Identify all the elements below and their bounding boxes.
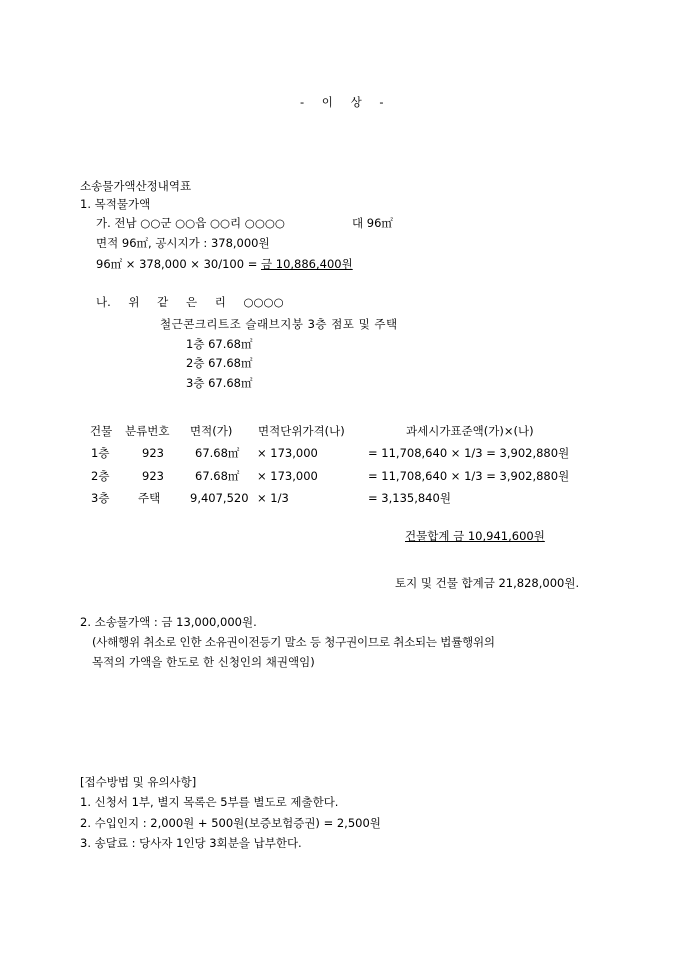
table-cell: = 3,135,840원 [368,491,451,505]
land-calc-formula: 96㎡ × 378,000 × 30/100 = [96,257,261,271]
table-cell: = 11,708,640 × 1/3 = 3,902,880원 [368,446,570,460]
notes-title: [접수방법 및 유의사항] [80,775,197,789]
table-header-cell: 건물 [90,424,113,438]
land-calc-result: 금 10,886,400원 [261,257,353,271]
table-cell: 1층 [91,446,110,460]
grand-total: 토지 및 건물 합계금 21,828,000원. [395,576,580,590]
table-header-cell: 면적단위가격(나) [258,424,345,438]
table-cell: × 1/3 [257,491,289,505]
floor-area-3: 3층 67.68㎡ [186,376,253,390]
table-header-cell: 면적(가) [190,424,233,438]
land-address: 가. 전남 ○○군 ○○읍 ○○리 ○○○○ [96,216,285,230]
table-header-cell: 분류번호 [125,424,170,438]
building-total: 건물합계 금 10,941,600원 [405,529,545,543]
table-cell: 67.68㎡ [195,446,240,460]
land-area-price: 면적 96㎡, 공시지가 : 378,000원 [96,236,270,250]
table-cell: = 11,708,640 × 1/3 = 3,902,880원 [368,469,570,483]
table-cell: 67.68㎡ [195,469,240,483]
section2-note-line1: (사해행위 취소로 인한 소유권이전등기 말소 등 청구권이므로 취소되는 법률행위의 [92,635,495,649]
notes-item: 3. 송달료 : 당사자 1인당 3회분을 납부한다. [80,836,302,850]
document-title: 소송물가액산정내역표 [80,179,192,193]
table-cell: 3층 [91,491,110,505]
building-structure: 철근콘크리트조 슬래브지붕 3층 점포 및 주택 [160,317,398,331]
floor-area-2: 2층 67.68㎡ [186,356,253,370]
table-cell: × 173,000 [257,446,318,460]
section2-label: 2. 소송물가액 : 금 13,000,000원. [80,615,257,629]
page-heading: - 이 상 - [300,95,384,109]
section1-label: 1. 목적물가액 [80,197,151,211]
land-area: 대 96㎡ [352,216,393,230]
table-cell: 923 [142,446,164,460]
table-cell: 923 [142,469,164,483]
section2-note-line2: 목적의 가액을 한도로 한 신청인의 채권액임) [92,655,315,669]
building-address: 나. 위 같 은 리 ○○○○ [96,295,284,309]
table-header-cell: 과세시가표준액(가)×(나) [406,424,534,438]
table-cell: 9,407,520 [190,491,249,505]
table-cell: 2층 [91,469,110,483]
table-cell: × 173,000 [257,469,318,483]
floor-area-1: 1층 67.68㎡ [186,337,253,351]
notes-item: 2. 수입인지 : 2,000원 + 500원(보증보험증권) = 2,500원 [80,816,381,830]
notes-item: 1. 신청서 1부, 별지 목록은 5부를 별도로 제출한다. [80,795,339,809]
land-calculation [96,259,353,271]
table-cell: 주택 [138,491,161,505]
